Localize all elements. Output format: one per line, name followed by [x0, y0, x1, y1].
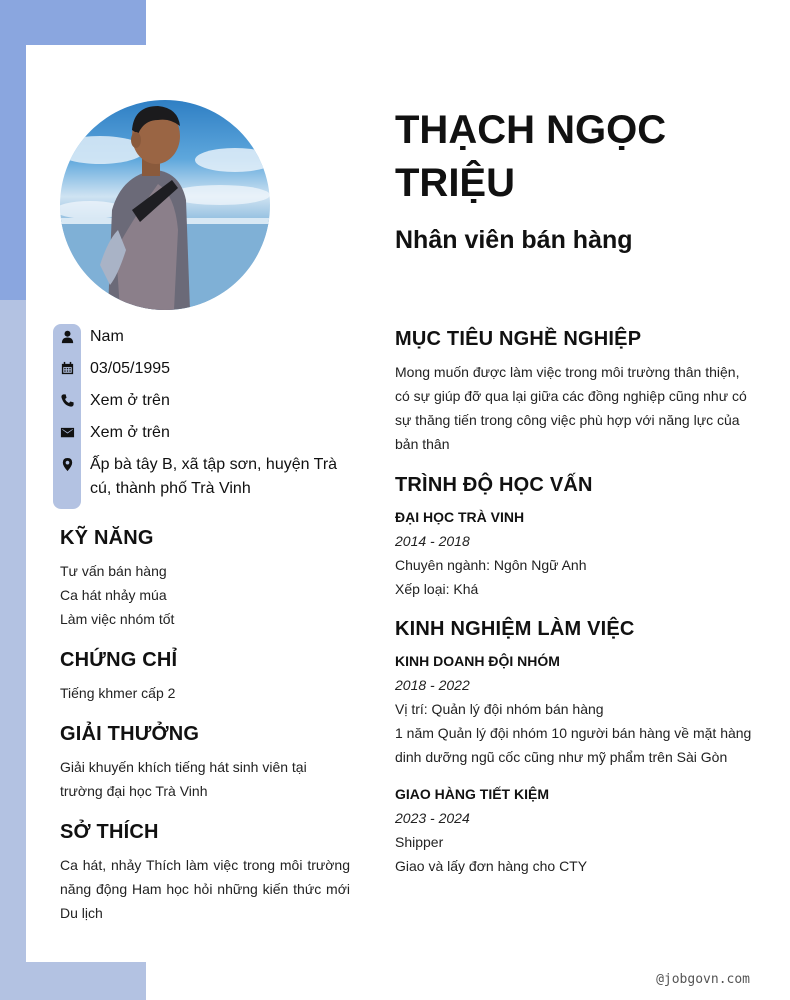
contact-phone: [53, 389, 363, 413]
contact-gender-text: Nam: [90, 328, 124, 345]
objective-title: MỤC TIÊU NGHỀ NGHIỆP: [395, 328, 642, 350]
phone-icon: [53, 389, 81, 411]
awards-text: Giải khuyến khích tiếng hát sinh viên tại trường đại học Trà Vinh: [60, 759, 307, 799]
objective-text: Mong muốn được làm việc trong môi trường thân thiện, có sự giúp đỡ qua lại giữa các đồng nghiệp cũng như có sự thăng tiến trong công việc phù hợp với năng lực của bản thân: [395, 364, 747, 452]
contact-address-text: Ấp bà tây B, xã tập sơn, huyện Trà cú, thành phố Trà Vinh: [90, 456, 338, 497]
person-icon: [53, 325, 81, 347]
skills-list: [60, 559, 350, 631]
contact-birthdate-text: 03/05/1995: [90, 360, 171, 377]
education-title: TRÌNH ĐỘ HỌC VẤN: [395, 474, 593, 496]
job-description: 1 năm Quản lý đội nhóm 10 người bán hàng về mặt hàng dinh dưỡng ngũ cốc cũng như mỹ phẩm trên Sài Gòn: [395, 725, 752, 765]
education-major: Chuyên ngành: Ngôn Ngữ Anh: [395, 557, 587, 573]
experience-title: KINH NGHIỆM LÀM VIỆC: [395, 618, 635, 640]
education-school: ĐẠI HỌC TRÀ VINH: [395, 509, 525, 525]
job-company: KINH DOANH ĐỘI NHÓM: [395, 653, 560, 669]
contact-email-text: Xem ở trên: [90, 424, 170, 441]
contact-birthdate: [53, 357, 363, 381]
awards-title: GIẢI THƯỞNG: [60, 723, 200, 745]
profile-photo-illustration: [60, 100, 270, 310]
job-position: Vị trí: Quản lý đội nhóm bán hàng: [395, 701, 604, 717]
skill-item: Làm việc nhóm tốt: [60, 611, 175, 627]
job-position: Shipper: [395, 834, 444, 850]
job-title: Nhân viên bán hàng: [395, 226, 633, 254]
skill-item: Tư vấn bán hàng: [60, 563, 167, 579]
watermark: @jobgovn.com: [656, 972, 750, 987]
certificate-item: Tiếng khmer cấp 2: [60, 685, 176, 701]
contact-gender: [53, 325, 363, 349]
hobbies-title: SỞ THÍCH: [60, 821, 159, 843]
skill-item: Ca hát nhảy múa: [60, 587, 167, 603]
calendar-icon: [53, 357, 81, 379]
job-period: 2023 - 2024: [395, 810, 470, 826]
contact-address: [53, 453, 363, 501]
candidate-name: THẠCH NGỌC TRIỆU: [395, 108, 667, 205]
certificates-title: CHỨNG CHỈ: [60, 649, 178, 671]
certificates-list: [60, 681, 350, 705]
experience-job-1: [395, 649, 755, 769]
job-company: GIAO HÀNG TIẾT KIỆM: [395, 786, 549, 802]
hobbies-text: Ca hát, nhảy Thích làm việc trong môi trường năng động Ham học hỏi những kiến thức mới Du lịch: [60, 857, 350, 921]
education-entry: [395, 505, 750, 601]
skills-title: KỸ NĂNG: [60, 527, 154, 549]
contact-phone-text: Xem ở trên: [90, 392, 170, 409]
job-period: 2018 - 2022: [395, 677, 470, 693]
contact-email: [53, 421, 363, 445]
email-icon: [53, 421, 81, 443]
education-grade: Xếp loại: Khá: [395, 581, 479, 597]
location-pin-icon: [53, 453, 81, 475]
profile-photo: [60, 100, 270, 310]
education-period: 2014 - 2018: [395, 533, 470, 549]
experience-job-2: [395, 782, 755, 878]
job-description: Giao và lấy đơn hàng cho CTY: [395, 858, 588, 874]
